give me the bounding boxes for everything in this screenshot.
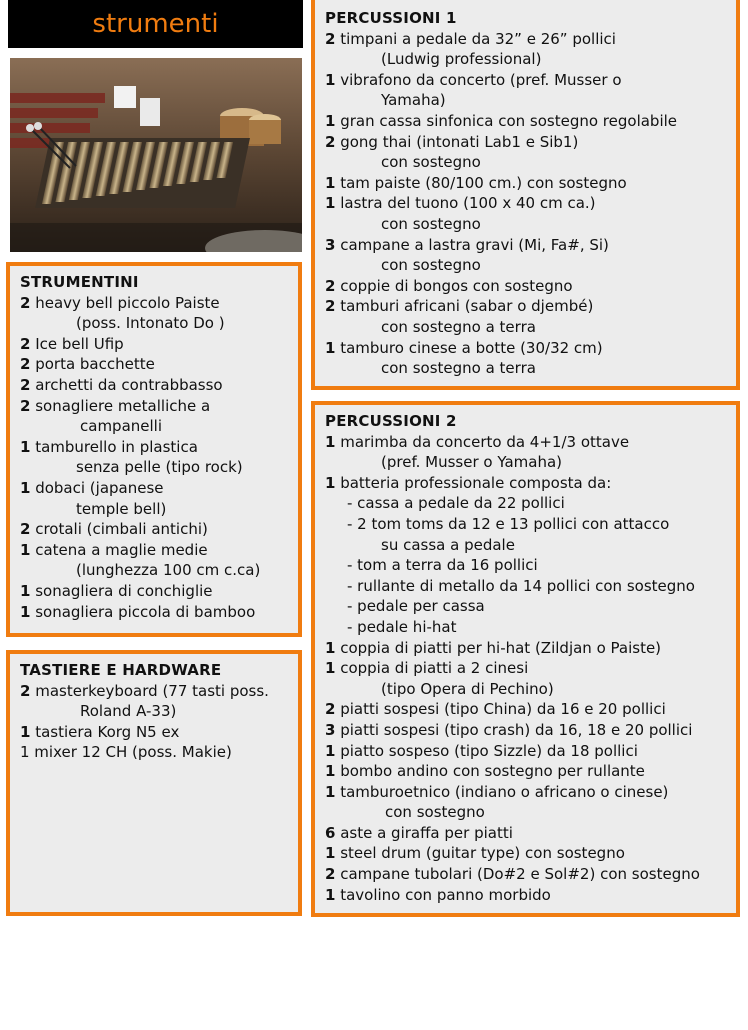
- item-text: - cassa a pedale da 22 pollici: [347, 494, 565, 513]
- item-quantity: 2: [20, 396, 31, 415]
- list-item: [20, 701, 288, 722]
- item-text: steel drum (guitar type) con sostegno: [335, 844, 625, 863]
- item-quantity: 2: [325, 297, 336, 316]
- item-text: - pedale hi-hat: [347, 617, 457, 636]
- list-item: [20, 293, 288, 314]
- item-text: catena a maglie medie: [30, 540, 208, 559]
- list-item: [20, 722, 288, 743]
- item-quantity: 1: [20, 581, 31, 600]
- list-item: [325, 70, 726, 91]
- list-item: [325, 338, 726, 359]
- list-item: [325, 864, 726, 885]
- item-quantity: 1: [325, 432, 336, 451]
- list-item: [325, 555, 726, 576]
- strumentini-list: [20, 293, 288, 623]
- item-quantity: 1: [325, 659, 336, 678]
- list-item: [20, 560, 288, 581]
- item-quantity: 1: [325, 638, 336, 657]
- item-text: campane a lastra gravi (Mi, Fa#, Si): [335, 235, 609, 254]
- item-quantity: 2: [20, 520, 31, 539]
- item-quantity: 1: [325, 885, 336, 904]
- item-text: crotali (cimbali antichi): [30, 520, 208, 539]
- item-text: (tipo Opera di Pechino): [381, 679, 554, 698]
- item-quantity: 1: [325, 70, 336, 89]
- list-item: [20, 478, 288, 499]
- item-text: piatti sospesi (tipo crash) da 16, 18 e 20 pollici: [335, 720, 693, 739]
- list-item: [20, 681, 288, 702]
- list-item: [325, 699, 726, 720]
- item-quantity: 1: [325, 762, 336, 781]
- tastiere-panel: [6, 650, 302, 916]
- list-item: [325, 90, 726, 111]
- list-item: [325, 885, 726, 906]
- item-text: (poss. Intonato Do ): [76, 314, 225, 333]
- list-item: [20, 457, 288, 478]
- item-quantity: 2: [325, 132, 336, 151]
- item-text: con sostegno: [381, 256, 481, 275]
- item-text: con sostegno a terra: [381, 317, 536, 336]
- item-text: (lunghezza 100 cm c.ca): [76, 561, 261, 580]
- item-text: vibrafono da concerto (pref. Musser o: [335, 70, 622, 89]
- item-text: heavy bell piccolo Paiste: [30, 293, 220, 312]
- strumentini-panel: [6, 262, 302, 637]
- item-text: Roland A-33): [80, 702, 177, 721]
- list-item: [325, 493, 726, 514]
- list-item: [325, 761, 726, 782]
- item-text: tamburello in plastica: [30, 437, 198, 456]
- list-item: [325, 132, 726, 153]
- list-item: [325, 358, 726, 379]
- item-text: senza pelle (tipo rock): [76, 458, 243, 477]
- item-text: timpani a pedale da 32” e 26” pollici: [335, 29, 616, 48]
- item-quantity: 1: [20, 722, 31, 741]
- item-text: con sostegno: [381, 153, 481, 172]
- page-title: strumenti: [92, 9, 219, 39]
- item-quantity: 1: [325, 194, 336, 213]
- item-text: dobaci (japanese: [30, 478, 164, 497]
- item-quantity: 1: [20, 478, 31, 497]
- list-item: [20, 540, 288, 561]
- item-text: campane tubolari (Do#2 e Sol#2) con sostegno: [335, 865, 700, 884]
- item-text: sonagliera di conchiglie: [30, 581, 213, 600]
- list-item: [325, 617, 726, 638]
- list-item: [20, 334, 288, 355]
- item-text: lastra del tuono (100 x 40 cm ca.): [335, 194, 596, 213]
- list-item: [325, 843, 726, 864]
- item-text: Yamaha): [381, 91, 446, 110]
- list-item: [325, 452, 726, 473]
- item-text: 1 mixer 12 CH (poss. Makie): [20, 743, 232, 762]
- list-item: [325, 679, 726, 700]
- list-item: [20, 519, 288, 540]
- item-quantity: 3: [325, 720, 336, 739]
- item-quantity: 1: [20, 602, 31, 621]
- list-item: [325, 535, 726, 556]
- percussioni-1-list: [325, 29, 726, 379]
- list-item: [325, 823, 726, 844]
- list-item: [325, 576, 726, 597]
- list-item: [20, 581, 288, 602]
- item-text: con sostegno: [385, 803, 485, 822]
- tastiere-heading: TASTIERE E HARDWARE: [20, 661, 222, 679]
- item-text: tam paiste (80/100 cm.) con sostegno: [335, 173, 627, 192]
- list-item: [325, 658, 726, 679]
- item-quantity: 2: [20, 293, 31, 312]
- item-quantity: 1: [325, 741, 336, 760]
- item-quantity: 1: [325, 111, 336, 130]
- list-item: [20, 437, 288, 458]
- item-text: porta bacchette: [30, 355, 155, 374]
- item-text: batteria professionale composta da:: [335, 473, 612, 492]
- item-text: gong thai (intonati Lab1 e Sib1): [335, 132, 579, 151]
- list-item: [325, 802, 726, 823]
- item-text: masterkeyboard (77 tasti poss.: [30, 681, 269, 700]
- item-text: sonagliera piccola di bamboo: [30, 602, 256, 621]
- item-text: bombo andino con sostegno per rullante: [335, 762, 645, 781]
- item-text: - pedale per cassa: [347, 597, 485, 616]
- item-quantity: 1: [325, 473, 336, 492]
- strumentini-heading: STRUMENTINI: [20, 273, 139, 291]
- item-text: tamburo cinese a botte (30/32 cm): [335, 338, 603, 357]
- list-item: [325, 152, 726, 173]
- item-text: - 2 tom toms da 12 e 13 pollici con attacco: [347, 514, 670, 533]
- item-text: tavolino con panno morbido: [335, 885, 551, 904]
- list-item: [20, 375, 288, 396]
- item-text: piatti sospesi (tipo China) da 16 e 20 pollici: [335, 700, 666, 719]
- percussioni-1-panel: [311, 0, 740, 390]
- list-item: [325, 214, 726, 235]
- instruments-photo: [10, 58, 302, 252]
- list-item: [325, 29, 726, 50]
- item-quantity: 2: [20, 355, 31, 374]
- list-item: [325, 782, 726, 803]
- item-text: (Ludwig professional): [381, 50, 542, 69]
- item-quantity: 1: [20, 437, 31, 456]
- list-item: [325, 432, 726, 453]
- tastiere-list: [20, 681, 288, 763]
- list-item: [325, 235, 726, 256]
- item-quantity: 1: [325, 844, 336, 863]
- item-text: (pref. Musser o Yamaha): [381, 453, 562, 472]
- list-item: [20, 416, 288, 437]
- item-quantity: 2: [325, 276, 336, 295]
- list-item: [20, 396, 288, 417]
- list-item: [325, 111, 726, 132]
- item-quantity: 6: [325, 823, 336, 842]
- list-item: [325, 49, 726, 70]
- percussioni-2-heading: PERCUSSIONI 2: [325, 412, 457, 430]
- item-quantity: 2: [325, 865, 336, 884]
- item-quantity: 1: [325, 782, 336, 801]
- item-quantity: 1: [20, 540, 31, 559]
- item-text: - rullante di metallo da 14 pollici con sostegno: [347, 576, 695, 595]
- list-item: [325, 596, 726, 617]
- list-item: [325, 720, 726, 741]
- item-text: su cassa a pedale: [381, 535, 515, 554]
- item-text: campanelli: [80, 417, 163, 436]
- item-quantity: 1: [325, 338, 336, 357]
- item-text: tamburoetnico (indiano o africano o cinese): [335, 782, 669, 801]
- item-quantity: 2: [20, 375, 31, 394]
- list-item: [325, 317, 726, 338]
- list-item: [20, 313, 288, 334]
- title-bar: [8, 0, 303, 48]
- item-quantity: 1: [325, 173, 336, 192]
- item-text: marimba da concerto da 4+1/3 ottave: [335, 432, 630, 451]
- item-text: Ice bell Ufip: [30, 334, 124, 353]
- item-text: aste a giraffa per piatti: [335, 823, 513, 842]
- item-quantity: 2: [325, 29, 336, 48]
- list-item: [325, 741, 726, 762]
- item-text: coppia di piatti a 2 cinesi: [335, 659, 529, 678]
- item-quantity: 3: [325, 235, 336, 254]
- item-text: con sostegno: [381, 214, 481, 233]
- list-item: [325, 638, 726, 659]
- list-item: [325, 473, 726, 494]
- item-text: gran cassa sinfonica con sostegno regolabile: [335, 111, 678, 130]
- list-item: [20, 602, 288, 623]
- item-quantity: 2: [325, 700, 336, 719]
- item-quantity: 2: [20, 681, 31, 700]
- item-text: coppie di bongos con sostegno: [335, 276, 573, 295]
- item-quantity: 2: [20, 334, 31, 353]
- item-text: temple bell): [76, 499, 167, 518]
- item-text: tastiera Korg N5 ex: [30, 722, 180, 741]
- item-text: archetti da contrabbasso: [30, 375, 223, 394]
- item-text: sonagliere metalliche a: [30, 396, 211, 415]
- item-text: piatto sospeso (tipo Sizzle) da 18 pollici: [335, 741, 638, 760]
- percussioni-2-list: [325, 432, 726, 906]
- item-text: coppia di piatti per hi-hat (Zildjan o Paiste): [335, 638, 662, 657]
- item-text: - tom a terra da 16 pollici: [347, 556, 538, 575]
- list-item: [325, 296, 726, 317]
- list-item: [20, 499, 288, 520]
- list-item: [325, 276, 726, 297]
- percussioni-2-panel: [311, 401, 740, 917]
- list-item: [325, 255, 726, 276]
- list-item: [20, 742, 288, 763]
- item-text: tamburi africani (sabar o djembé): [335, 297, 594, 316]
- item-text: con sostegno a terra: [381, 359, 536, 378]
- list-item: [20, 354, 288, 375]
- list-item: [325, 193, 726, 214]
- list-item: [325, 514, 726, 535]
- percussioni-1-heading: PERCUSSIONI 1: [325, 9, 457, 27]
- list-item: [325, 173, 726, 194]
